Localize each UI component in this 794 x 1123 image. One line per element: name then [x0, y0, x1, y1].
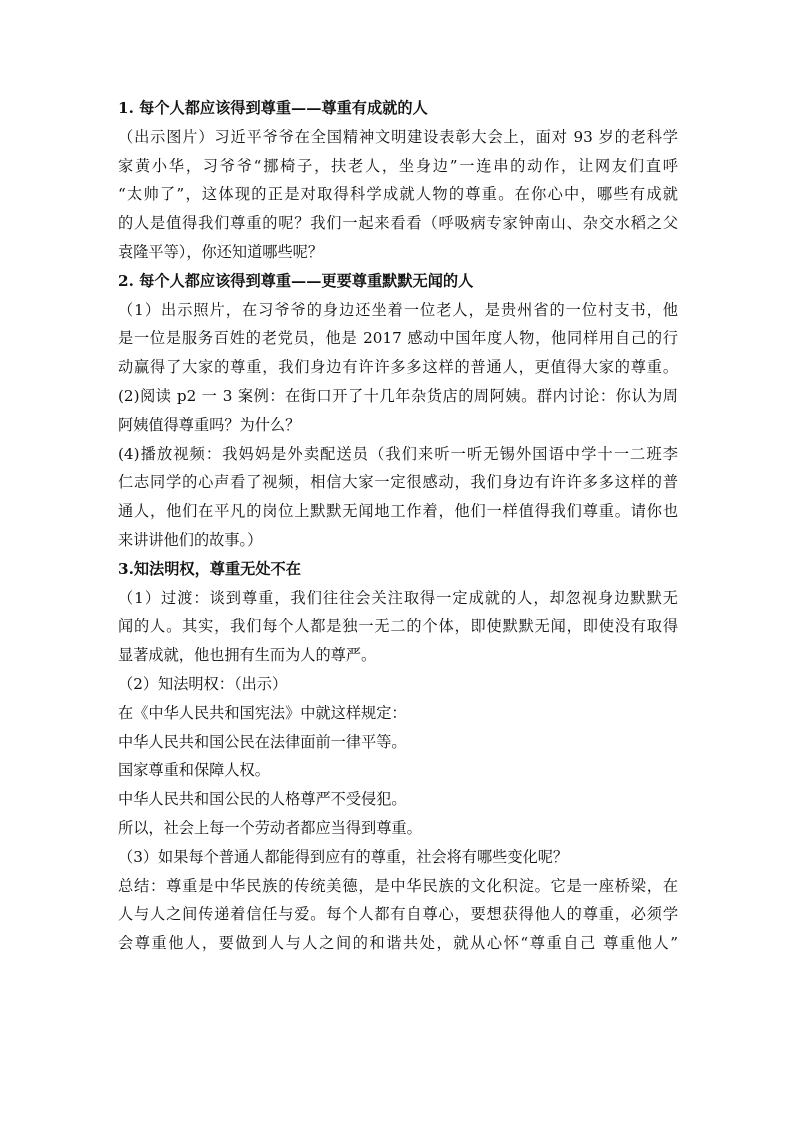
text-line: 仁志同学的心声看了视频，相信大家一定很感动，我们身边有许许多多这样的普: [118, 473, 678, 492]
section-heading: 3.知法明权，尊重无处不在: [118, 559, 301, 578]
text-line: （3）如果每个普通人都能得到应有的尊重，社会将有哪些变化呢？: [118, 847, 569, 866]
text-line: 国家尊重和保障人权。: [118, 761, 270, 780]
section-heading: 1. 每个人都应该得到尊重——尊重有成就的人: [118, 99, 428, 117]
text-line: （出示图片）习近平爷爷在全国精神文明建设表彰大会上，面对 93 岁的老科学: [118, 127, 678, 146]
section-heading: 2. 每个人都应该得到尊重——更要尊重默默无闻的人: [118, 271, 474, 290]
text-line: 中华人民共和国公民在法律面前一律平等。: [118, 732, 407, 751]
text-line: 的人是值得我们尊重的呢？我们一起来看看（呼吸病专家钟南山、杂交水稻之父: [118, 214, 678, 233]
text-line: 人与人之间传递着信任与爱。每个人都有自尊心，要想获得他人的尊重，必须学: [118, 905, 678, 924]
text-line: (2)阅读 p2 一 3 案例：在街口开了十几年杂货店的周阿姨。群内讨论：你认为周: [118, 386, 678, 405]
text-line: 动赢得了大家的尊重，我们身边有许许多多这样的普通人，更值得大家的尊重。: [118, 358, 678, 377]
text-line: 会尊重他人，要做到人与人之间的和谐共处，就从心怀“尊重自己 尊重他人”: [118, 934, 678, 953]
text-line: 中华人民共和国公民的人格尊严不受侵犯。: [118, 790, 407, 809]
text-line: 总结：尊重是中华民族的传统美德，是中华民族的文化积淀。它是一座桥梁，在: [118, 876, 678, 895]
text-line: 在《中华人民共和国宪法》中就这样规定：: [118, 703, 407, 722]
text-line: 通人，他们在平凡的岗位上默默无闻地工作着，他们一样值得我们尊重。请你也: [118, 502, 678, 521]
text-line: 闻的人。其实，我们每个人都是独一无二的个体，即使默默无闻，即使没有取得: [118, 617, 678, 636]
text-line: 显著成就，他也拥有生而为人的尊严。: [118, 646, 377, 665]
text-line: 阿姨值得尊重吗？为什么？: [118, 415, 301, 434]
text-line: 来讲讲他们的故事。）: [118, 530, 263, 549]
text-line: （2）知法明权：（出示）: [118, 674, 288, 693]
text-line: 家黄小华，习爷爷“挪椅子，扶老人，坐身边”一连串的动作，让网友们直呼: [118, 156, 678, 175]
text-line: (4)播放视频：我妈妈是外卖配送员（我们来听一听无锡外国语中学十一二班李: [118, 444, 678, 463]
text-line: （1）过渡：谈到尊重，我们往往会关注取得一定成就的人，却忽视身边默默无: [118, 588, 678, 607]
text-line: 所以，社会上每一个劳动者都应当得到尊重。: [118, 818, 422, 837]
text-line: 袁隆平等），你还知道哪些呢？: [118, 242, 324, 261]
document-body: [118, 94, 678, 958]
text-line: （1）出示照片，在习爷爷的身边还坐着一位老人，是贵州省的一位村支书，他: [118, 300, 678, 319]
text-line: 是一位是服务百姓的老党员，他是 2017 感动中国年度人物，他同样用自己的行: [118, 329, 678, 348]
text-line: “太帅了”，这体现的正是对取得科学成就人物的尊重。在你心中，哪些有成就: [118, 185, 678, 204]
